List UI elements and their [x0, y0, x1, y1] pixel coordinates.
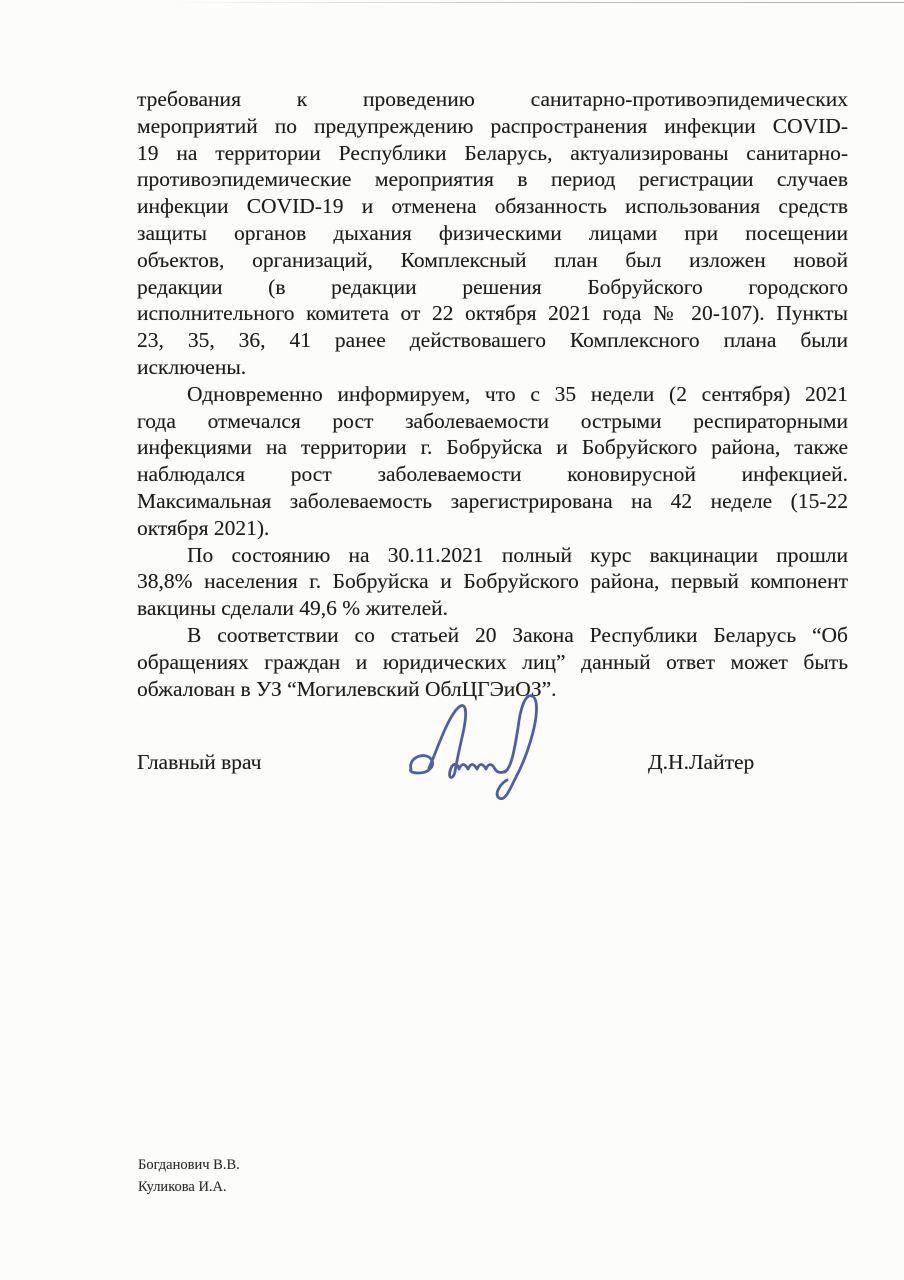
letter-body	[137, 86, 848, 702]
text-line: обжалован в УЗ “Могилевский ОблЦГЭиОЗ”.	[137, 676, 557, 701]
text-line: исполнительного комитета от 22 октября 2021 года № 20-107). Пункты	[137, 301, 848, 326]
handwritten-signature	[393, 688, 553, 816]
text-line: мероприятий по предупреждению распространения инфекции COVID-	[137, 113, 848, 138]
text-line: октября 2021).	[137, 515, 270, 540]
text-line: инфекции COVID-19 и отменена обязанность использования средств	[137, 194, 848, 219]
paragraph	[137, 86, 848, 381]
text-line: противоэпидемические мероприятия в период регистрации случаев	[137, 167, 848, 192]
executor-name: Богданович В.В.	[138, 1157, 240, 1173]
text-line: требования к проведению санитарно-противоэпидемических	[137, 87, 848, 111]
text-line: защиты органов дыхания физическими лицами при посещении	[137, 220, 848, 245]
text-line: 23, 35, 36, 41 ранее действовашего Комплексного плана были	[137, 328, 848, 353]
text-line: вакцины сделали 49,6 % жителей.	[137, 596, 449, 621]
text-line: 38,8% населения г. Бобруйска и Бобруйского района, первый компонент	[137, 569, 848, 594]
signatory-name: Д.Н.Лайтер	[648, 750, 755, 774]
paragraph	[137, 542, 848, 622]
text-line: Одновременно информируем, что с 35 недели (2 сентября) 2021	[187, 381, 848, 406]
text-line: Максимальная заболеваемость зарегистрирована на 42 неделе (15-22	[137, 488, 848, 513]
text-line: объектов, организаций, Комплексный план был изложен новой	[137, 247, 848, 272]
text-line: В соответствии со статьей 20 Закона Республики Беларусь “Об	[187, 622, 848, 647]
text-line: года отмечался рост заболеваемости острыми респираторными	[137, 408, 848, 433]
text-line: 19 на территории Республики Беларусь, актуализированы санитарно-	[137, 140, 848, 165]
text-line: редакции (в редакции решения Бобруйского городского	[137, 274, 848, 299]
scan-artifact-top-edge	[170, 2, 904, 3]
executors-block	[138, 1154, 240, 1198]
executor-name: Куликова И.А.	[138, 1179, 227, 1195]
signature-stroke-main	[429, 706, 507, 778]
paragraph	[137, 381, 848, 542]
text-line: обращениях граждан и юридических лиц” данный ответ может быть	[137, 649, 848, 674]
text-line: инфекциями на территории г. Бобруйска и Бобруйского района, также	[137, 435, 848, 460]
signatory-title: Главный врач	[137, 750, 262, 774]
text-line: По состоянию на 30.11.2021 полный курс вакцинации прошли	[187, 542, 848, 567]
text-line: исключены.	[137, 354, 247, 379]
signature-stroke-big-loop	[497, 696, 536, 799]
text-line: наблюдался рост заболеваемости коновирусной инфекцией.	[137, 462, 848, 487]
